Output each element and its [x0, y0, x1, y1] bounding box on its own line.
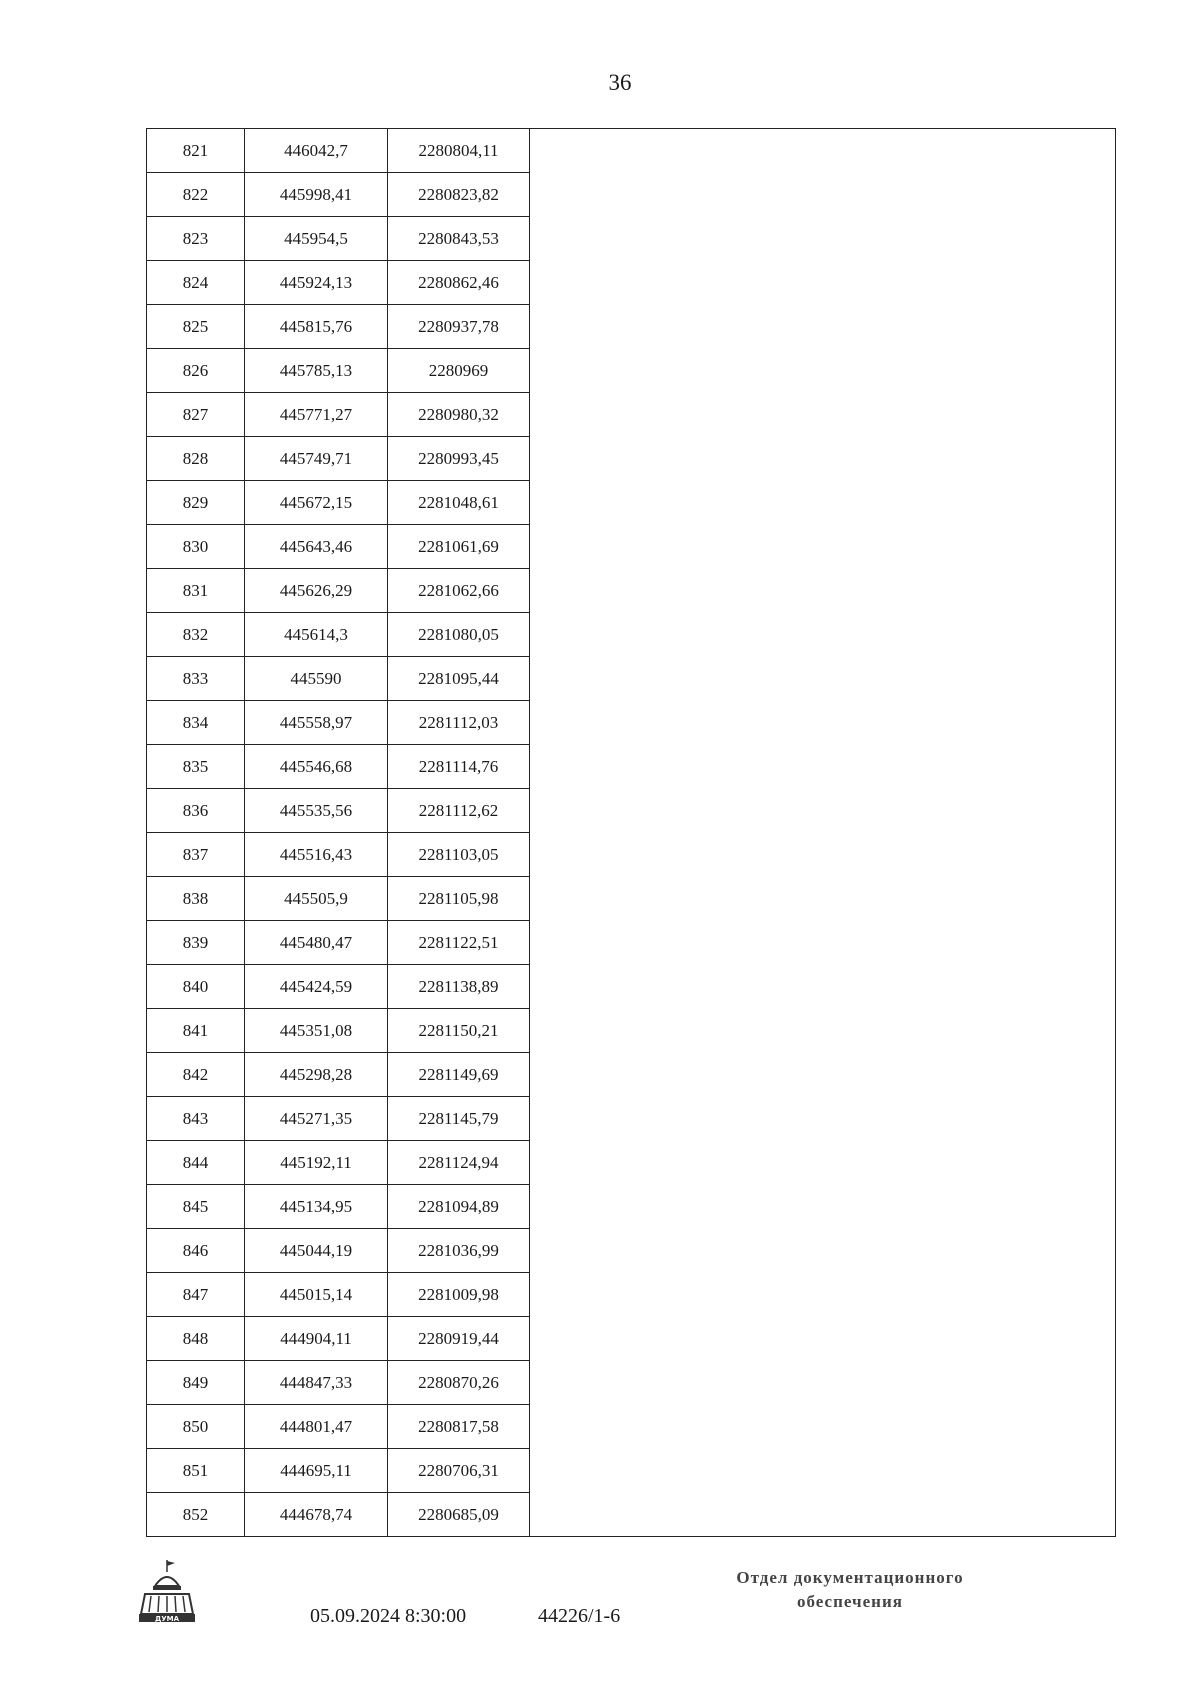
y-coordinate-cell: 2281061,69 [388, 525, 530, 569]
table-body [147, 129, 1116, 1537]
point-number-cell: 847 [147, 1273, 245, 1317]
y-coordinate-cell: 2280919,44 [388, 1317, 530, 1361]
y-coordinate-cell: 2281095,44 [388, 657, 530, 701]
point-number-cell: 828 [147, 437, 245, 481]
y-coordinate-cell: 2281103,05 [388, 833, 530, 877]
y-coordinate-cell: 2281149,69 [388, 1053, 530, 1097]
point-number-cell: 823 [147, 217, 245, 261]
x-coordinate-cell: 445298,28 [245, 1053, 388, 1097]
y-coordinate-cell: 2280823,82 [388, 173, 530, 217]
page-number: 36 [608, 70, 632, 95]
x-coordinate-cell: 445134,95 [245, 1185, 388, 1229]
department-line-2: обеспечения [797, 1592, 903, 1611]
y-coordinate-cell: 2281145,79 [388, 1097, 530, 1141]
y-coordinate-cell: 2281114,76 [388, 745, 530, 789]
point-number-cell: 839 [147, 921, 245, 965]
point-number-cell: 843 [147, 1097, 245, 1141]
y-coordinate-cell: 2280843,53 [388, 217, 530, 261]
x-coordinate-cell: 444678,74 [245, 1493, 388, 1537]
x-coordinate-cell: 445626,29 [245, 569, 388, 613]
point-number-cell: 822 [147, 173, 245, 217]
point-number-cell: 826 [147, 349, 245, 393]
y-coordinate-cell: 2280980,32 [388, 393, 530, 437]
y-coordinate-cell: 2280862,46 [388, 261, 530, 305]
x-coordinate-cell: 445015,14 [245, 1273, 388, 1317]
footer-department [700, 1566, 1000, 1614]
point-number-cell: 849 [147, 1361, 245, 1405]
y-coordinate-cell: 2281036,99 [388, 1229, 530, 1273]
y-coordinate-cell: 2281150,21 [388, 1009, 530, 1053]
y-coordinate-cell: 2280706,31 [388, 1449, 530, 1493]
x-coordinate-cell: 445271,35 [245, 1097, 388, 1141]
point-number-cell: 842 [147, 1053, 245, 1097]
point-number-cell: 825 [147, 305, 245, 349]
point-number-cell: 846 [147, 1229, 245, 1273]
y-coordinate-cell: 2280685,09 [388, 1493, 530, 1537]
point-number-cell: 837 [147, 833, 245, 877]
point-number-cell: 830 [147, 525, 245, 569]
y-coordinate-cell: 2281094,89 [388, 1185, 530, 1229]
y-coordinate-cell: 2280969 [388, 349, 530, 393]
point-number-cell: 824 [147, 261, 245, 305]
point-number-cell: 834 [147, 701, 245, 745]
x-coordinate-cell: 444801,47 [245, 1405, 388, 1449]
point-number-cell: 840 [147, 965, 245, 1009]
x-coordinate-cell: 445505,9 [245, 877, 388, 921]
y-coordinate-cell: 2281062,66 [388, 569, 530, 613]
y-coordinate-cell: 2281105,98 [388, 877, 530, 921]
x-coordinate-cell: 445954,5 [245, 217, 388, 261]
x-coordinate-cell: 445785,13 [245, 349, 388, 393]
y-coordinate-cell: 2281112,03 [388, 701, 530, 745]
point-number-cell: 827 [147, 393, 245, 437]
y-coordinate-cell: 2280993,45 [388, 437, 530, 481]
x-coordinate-cell: 445044,19 [245, 1229, 388, 1273]
y-coordinate-cell: 2281112,62 [388, 789, 530, 833]
y-coordinate-cell: 2281009,98 [388, 1273, 530, 1317]
department-line-1: Отдел документационного [736, 1568, 964, 1587]
duma-building-icon [137, 1558, 197, 1624]
x-coordinate-cell: 444695,11 [245, 1449, 388, 1493]
y-coordinate-cell: 2281048,61 [388, 481, 530, 525]
y-coordinate-cell: 2280804,11 [388, 129, 530, 173]
y-coordinate-cell: 2280817,58 [388, 1405, 530, 1449]
x-coordinate-cell: 445749,71 [245, 437, 388, 481]
point-number-cell: 845 [147, 1185, 245, 1229]
point-number-cell: 841 [147, 1009, 245, 1053]
x-coordinate-cell: 446042,7 [245, 129, 388, 173]
y-coordinate-cell: 2280870,26 [388, 1361, 530, 1405]
x-coordinate-cell: 445480,47 [245, 921, 388, 965]
y-coordinate-cell: 2281124,94 [388, 1141, 530, 1185]
point-number-cell: 852 [147, 1493, 245, 1537]
point-number-cell: 850 [147, 1405, 245, 1449]
point-number-cell: 851 [147, 1449, 245, 1493]
y-coordinate-cell: 2280937,78 [388, 305, 530, 349]
logo-text: ДУМА [154, 1615, 180, 1623]
x-coordinate-cell: 445590 [245, 657, 388, 701]
point-number-cell: 835 [147, 745, 245, 789]
point-number-cell: 829 [147, 481, 245, 525]
footer-date: 05.09.2024 8:30:00 [310, 1605, 467, 1627]
x-coordinate-cell: 445672,15 [245, 481, 388, 525]
x-coordinate-cell: 445998,41 [245, 173, 388, 217]
point-number-cell: 844 [147, 1141, 245, 1185]
x-coordinate-cell: 445192,11 [245, 1141, 388, 1185]
coordinates-table [146, 128, 1116, 1537]
y-coordinate-cell: 2281122,51 [388, 921, 530, 965]
x-coordinate-cell: 445815,76 [245, 305, 388, 349]
point-number-cell: 821 [147, 129, 245, 173]
y-coordinate-cell: 2281080,05 [388, 613, 530, 657]
table-row [147, 129, 1116, 173]
point-number-cell: 833 [147, 657, 245, 701]
y-coordinate-cell: 2281138,89 [388, 965, 530, 1009]
x-coordinate-cell: 445546,68 [245, 745, 388, 789]
x-coordinate-cell: 445771,27 [245, 393, 388, 437]
x-coordinate-cell: 445424,59 [245, 965, 388, 1009]
x-coordinate-cell: 445351,08 [245, 1009, 388, 1053]
point-number-cell: 831 [147, 569, 245, 613]
x-coordinate-cell: 445643,46 [245, 525, 388, 569]
x-coordinate-cell: 444847,33 [245, 1361, 388, 1405]
point-number-cell: 836 [147, 789, 245, 833]
point-number-cell: 832 [147, 613, 245, 657]
x-coordinate-cell: 444904,11 [245, 1317, 388, 1361]
x-coordinate-cell: 445614,3 [245, 613, 388, 657]
point-number-cell: 848 [147, 1317, 245, 1361]
x-coordinate-cell: 445924,13 [245, 261, 388, 305]
x-coordinate-cell: 445558,97 [245, 701, 388, 745]
duma-logo [137, 1558, 197, 1624]
footer-document-number: 44226/1-6 [538, 1605, 621, 1627]
point-number-cell: 838 [147, 877, 245, 921]
blank-column [530, 129, 1116, 1537]
x-coordinate-cell: 445516,43 [245, 833, 388, 877]
x-coordinate-cell: 445535,56 [245, 789, 388, 833]
